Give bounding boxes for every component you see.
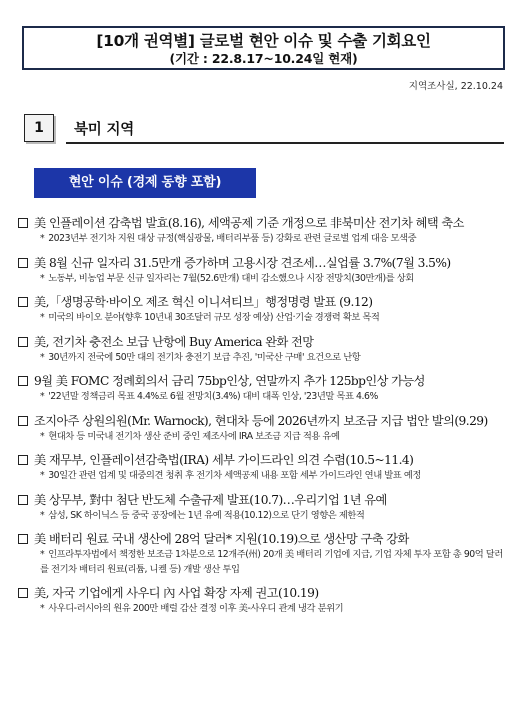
section-number: 1 xyxy=(24,114,54,142)
issue-detail xyxy=(18,351,510,366)
issue-headline: 美 배터리 원료 국내 생산에 28억 달러* 지원(10.19)으로 생산망 구축 강화 xyxy=(34,532,409,546)
issue-headline-row xyxy=(18,333,510,351)
issue-item xyxy=(18,214,510,247)
issue-headline: 조지아주 상원의원(Mr. Warnock), 현대차 등에 2026년까지 보조금 지급 법안 발의(9.29) xyxy=(34,413,488,428)
bullet-asterisk: * xyxy=(40,233,45,244)
issue-headline-row xyxy=(18,451,510,469)
issue-headline: 美, 전기차 충전소 보급 난항에 Buy America 완화 전망 xyxy=(34,334,314,349)
issue-headline-row xyxy=(18,214,510,232)
issue-detail-text: 인프라투자법에서 책정한 보조금 1차분으로 12개주(州) 20개 美 배터리 기업에 지급, 기업 자체 투자 포함 총 90억 달러를 전기차 배터리 원료(리튬, 니켈 등) 개발 생산 투입 xyxy=(40,549,503,575)
issue-item xyxy=(18,333,510,366)
issue-item xyxy=(18,491,510,524)
issue-detail-text: 현대차 등 미국내 전기차 생산 준비 중인 제조사에 IRA 보조금 지급 적용 유예 xyxy=(48,430,340,442)
section-header xyxy=(24,114,504,144)
issue-detail-text: 30일간 관련 업계 및 대중의견 청취 후 전기차 세액공제 내용 포함 세부 가이드라인 연내 발표 예정 xyxy=(48,470,421,481)
section-title: 북미 지역 xyxy=(74,122,135,138)
issue-headline: 9월 美 FOMC 정례회의서 금리 75bp인상, 연말까지 추가 125bp인상 가능성 xyxy=(34,374,425,388)
issue-detail xyxy=(18,509,510,524)
issues-banner: 현안 이슈 (경제 동향 포함) xyxy=(34,168,256,198)
checkbox-icon xyxy=(18,588,28,598)
document-period: (기간 : 22.8.17~10.24일 현재) xyxy=(169,51,358,66)
issue-headline: 美 상무부, 對中 첨단 반도체 수출규제 발표(10.7)…우리기업 1년 유예 xyxy=(34,492,387,507)
issue-detail xyxy=(18,430,510,445)
issue-detail xyxy=(18,311,510,326)
section-underline xyxy=(66,142,504,144)
issue-item xyxy=(18,584,510,617)
issue-detail-text: '22년말 정책금리 목표 4.4%로 6월 전망치(3.4%) 대비 대폭 인상, '23년말 목표 4.6% xyxy=(48,391,378,402)
issue-detail-text: 30년까지 전국에 50만 대의 전기차 충전기 보급 추진, '미국산 구매' 요건으로 난항 xyxy=(48,351,361,363)
issue-headline-row xyxy=(18,254,510,272)
bullet-asterisk: * xyxy=(40,391,45,402)
checkbox-icon xyxy=(18,376,28,386)
issue-detail xyxy=(18,548,510,577)
issue-detail xyxy=(18,272,510,287)
issue-detail xyxy=(18,390,510,405)
bullet-asterisk: * xyxy=(40,603,45,614)
issue-headline: 美 재무부, 인플레이션감축법(IRA) 세부 가이드라인 의견 수렴(10.5~11.4) xyxy=(34,453,414,467)
checkbox-icon xyxy=(18,258,28,268)
issue-detail-text: 2023년부 전기차 지원 대상 규정(핵심광물, 배터리부품 등) 강화로 관련 글로벌 업계 대응 모색중 xyxy=(48,233,417,244)
issue-headline-row xyxy=(18,491,510,509)
bullet-asterisk: * xyxy=(40,351,45,363)
checkbox-icon xyxy=(18,297,28,307)
checkbox-icon xyxy=(18,495,28,505)
issue-item xyxy=(18,372,510,405)
issue-detail-text: 노동부, 비농업 부문 신규 일자리는 7월(52.6만개) 대비 감소했으나 시장 전망치(30만개)를 상회 xyxy=(48,272,414,284)
issue-headline: 美,「생명공학·바이오 제조 혁신 이니셔티브」행정명령 발표 (9.12) xyxy=(34,295,373,309)
issue-item xyxy=(18,412,510,445)
bullet-asterisk: * xyxy=(40,312,45,323)
issue-item xyxy=(18,293,510,326)
issue-detail xyxy=(18,602,510,617)
bullet-asterisk: * xyxy=(40,430,45,442)
issue-detail-text: 삼성, SK 하이닉스 등 중국 공장에는 1년 유예 적용(10.12)으로 단기 영향은 제한적 xyxy=(48,509,365,521)
checkbox-icon xyxy=(18,416,28,426)
issue-headline-row xyxy=(18,372,510,390)
title-box xyxy=(22,26,505,70)
issue-detail-text: 사우디-러시아의 원유 200만 배럴 감산 결정 이후 美-사우디 관계 냉각 분위기 xyxy=(48,603,344,614)
issue-detail xyxy=(18,469,510,484)
bullet-asterisk: * xyxy=(40,509,45,521)
issue-list xyxy=(18,214,510,624)
bullet-asterisk: * xyxy=(40,549,45,560)
issue-headline: 美 8월 신규 일자리 31.5만개 증가하며 고용시장 견조세…실업률 3.7%(7월 3.5%) xyxy=(34,255,451,270)
issue-item xyxy=(18,451,510,484)
issue-detail-text: 미국의 바이오 분야(향후 10년내 30조달러 규모 성장 예상) 산업·기술 경쟁력 확보 목적 xyxy=(48,312,380,323)
checkbox-icon xyxy=(18,455,28,465)
issue-headline-row xyxy=(18,293,510,311)
issue-item xyxy=(18,254,510,287)
checkbox-icon xyxy=(18,534,28,544)
issue-headline-row xyxy=(18,584,510,602)
dateline: 지역조사실, 22.10.24 xyxy=(408,81,503,92)
checkbox-icon xyxy=(18,218,28,228)
bullet-asterisk: * xyxy=(40,470,45,481)
bullet-asterisk: * xyxy=(40,272,45,284)
issue-headline-row xyxy=(18,530,510,548)
document-title: [10개 권역별] 글로벌 현안 이슈 및 수출 기회요인 xyxy=(96,32,431,50)
checkbox-icon xyxy=(18,337,28,347)
issue-headline-row xyxy=(18,412,510,430)
issue-headline: 美, 자국 기업에게 사우디 內 사업 확장 자제 권고(10.19) xyxy=(34,586,319,600)
issue-item xyxy=(18,530,510,577)
issue-headline: 美 인플레이션 감축법 발효(8.16), 세액공제 기준 개정으로 非북미산 전기차 혜택 축소 xyxy=(34,216,464,230)
issue-detail xyxy=(18,232,510,247)
